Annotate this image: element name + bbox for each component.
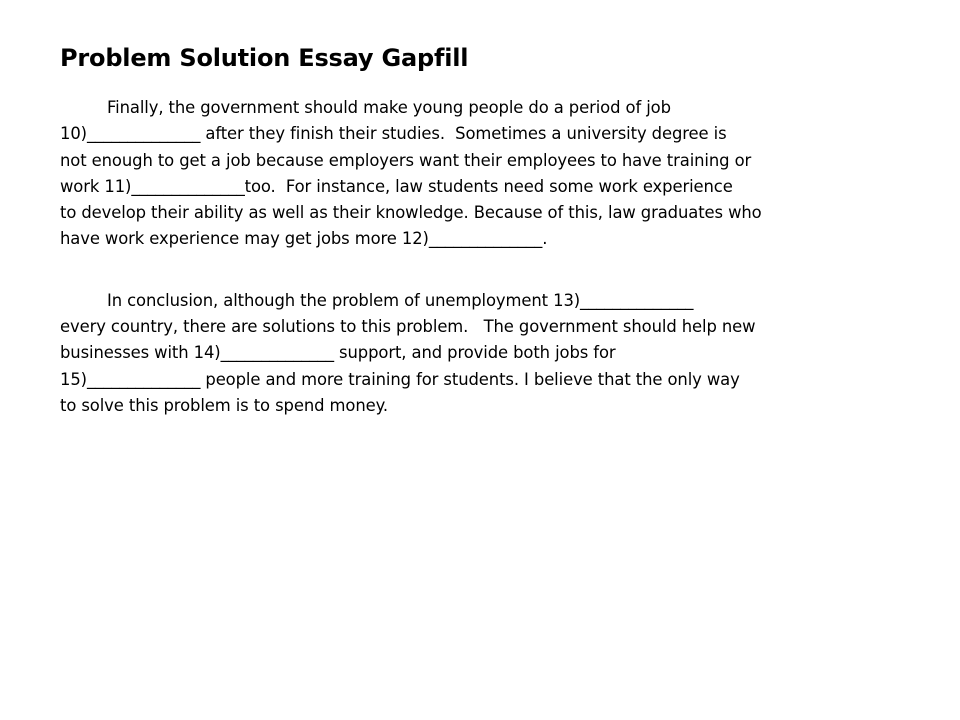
paragraph-line: not enough to get a job because employers want their employees to have training or [60,150,752,170]
paragraph-line: 10)______________ after they finish their studies. Sometimes a university degree is [60,124,727,144]
paragraph-1 [60,95,920,253]
paragraph-line: In conclusion, although the problem of unemployment 13)______________ [107,290,694,310]
paragraph-line: Finally, the government should make young people do a period of job [107,98,671,117]
paragraph-line: to solve this problem is to spend money. [60,395,388,415]
paragraph-line: to develop their ability as well as their knowledge. Because of this, law graduates who [60,203,762,223]
paragraph-line: every country, there are solutions to this problem. The government should help new [60,317,756,337]
paragraph-spacer [60,253,920,288]
paragraph-2 [60,288,920,419]
page-title: Problem Solution Essay Gapfill [60,44,469,72]
essay-body [60,95,920,419]
paragraph-line: work 11)______________too. For instance, law students need some work experience [60,176,733,196]
paragraph-line: 15)______________ people and more training for students. I believe that the only way [60,369,740,389]
paragraph-line: businesses with 14)______________ support, and provide both jobs for [60,343,616,363]
paragraph-line: have work experience may get jobs more 12)______________. [60,229,548,249]
